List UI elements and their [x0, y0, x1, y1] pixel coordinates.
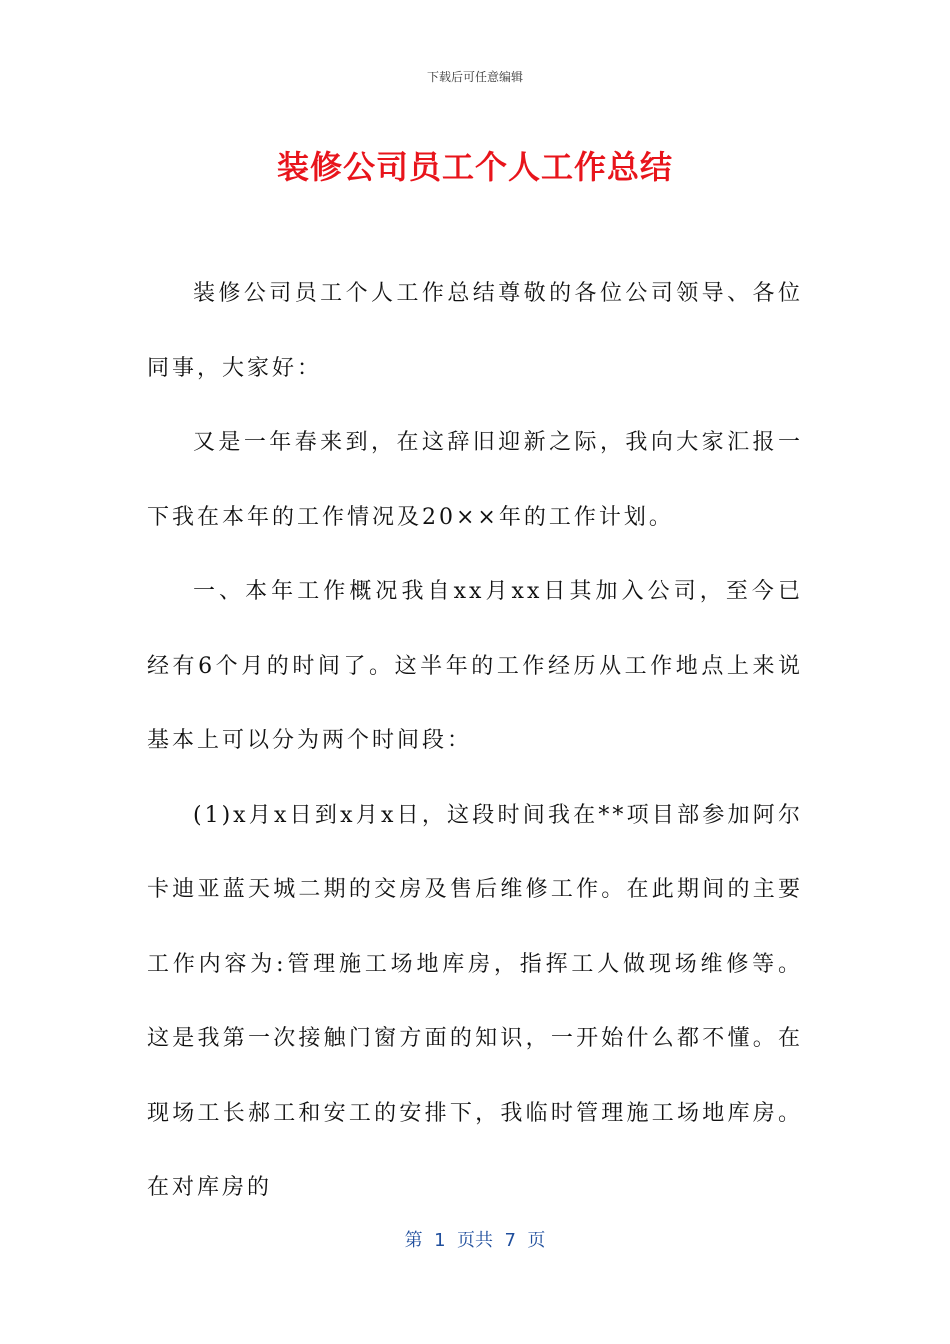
paragraph-overview: 一、本年工作概况我自xx月xx日其加入公司，至今已经有6个月的时间了。这半年的工作经历从工作地点上来说基本上可以分为两个时间段：: [147, 579, 803, 753]
paragraph-period-one: (1)x月x日到x月x日，这段时间我在**项目部参加阿尔卡迪亚蓝天城二期的交房及售后维修工作。在此期间的主要工作内容为:管理施工场地库房，指挥工人做现场维修等。这是我第一次接触门窗方面的知识，一开始什么都不懂。在现场工长郝工和安工的安排下，我临时管理施工场地库房。在对库房的: [147, 802, 803, 1200]
page-number-footer: 第 1 页共 7 页: [404, 1230, 546, 1251]
header-note: 下载后可任意编辑: [426, 70, 523, 84]
document-body: [147, 257, 803, 1226]
paragraph-intro: 又是一年春来到，在这辞旧迎新之际，我向大家汇报一下我在本年的工作情况及20××年的工作计划。: [147, 430, 803, 530]
document-title: 装修公司员工个人工作总结: [276, 148, 673, 186]
paragraph-greeting: 装修公司员工个人工作总结尊敬的各位公司领导、各位同事，大家好：: [147, 281, 803, 381]
